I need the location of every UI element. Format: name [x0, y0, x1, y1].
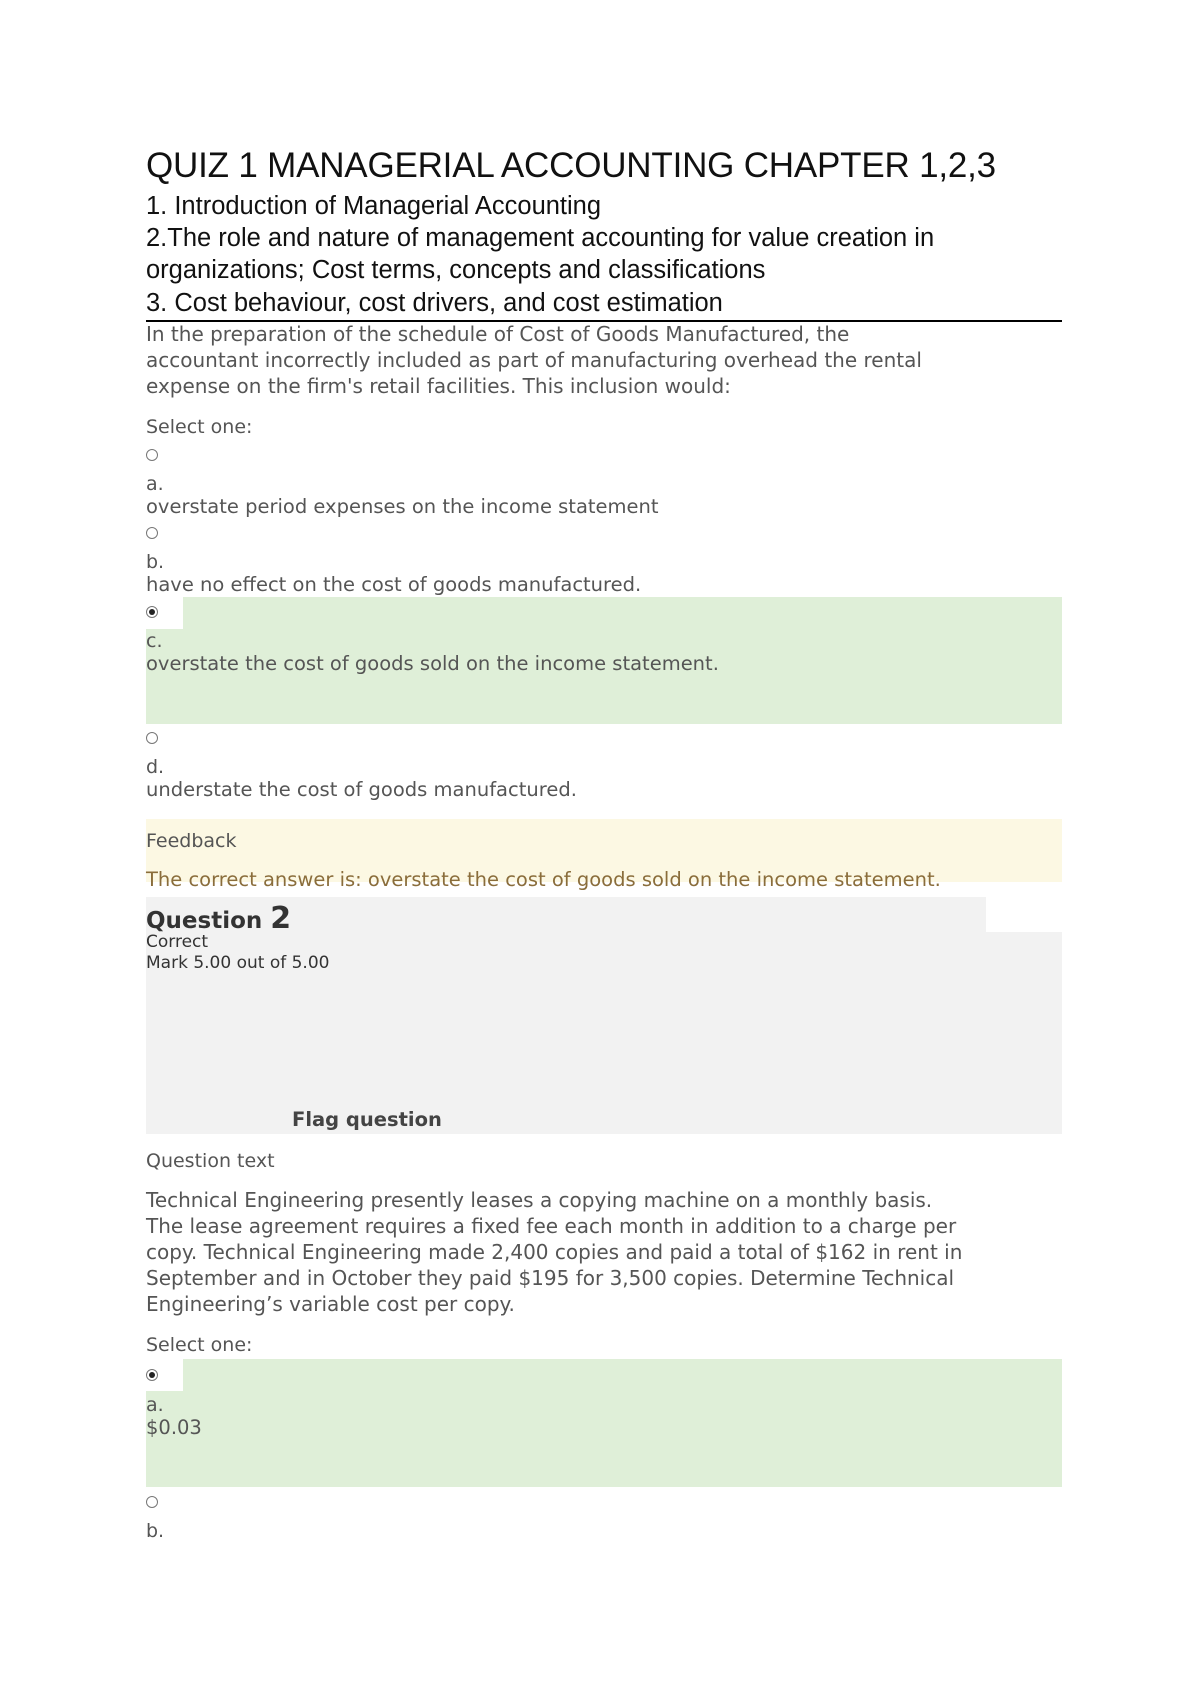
select-one-label: Select one:	[146, 416, 253, 438]
question-2-mark: Mark 5.00 out of 5.00	[146, 953, 330, 973]
question-2-text-line: Technical Engineering presently leases a copying machine on a monthly basis.	[146, 1188, 933, 1212]
question-2-status: Correct	[146, 932, 209, 952]
flag-question-button[interactable]: Flag question	[292, 1108, 442, 1131]
option-b-letter: b.	[146, 551, 165, 573]
question-1-text-line: In the preparation of the schedule of Cost of Goods Manufactured, the	[146, 322, 850, 346]
topic-2-line-2: organizations; Cost terms, concepts and classifications	[146, 256, 766, 284]
option-c-radio[interactable]	[146, 606, 158, 618]
select-one-label-2: Select one:	[146, 1334, 253, 1356]
option-a-letter: a.	[146, 473, 164, 495]
question-2-text-line: Engineering’s variable cost per copy.	[146, 1292, 515, 1316]
q2-option-a-letter: a.	[146, 1394, 164, 1416]
option-b-radio[interactable]	[146, 527, 158, 539]
q2-option-a-radio[interactable]	[146, 1369, 158, 1381]
question-1-text-line: accountant incorrectly included as part of manufacturing overhead the rental	[146, 348, 922, 372]
feedback-box	[146, 819, 1062, 891]
option-c-text[interactable]: overstate the cost of goods sold on the income statement.	[146, 652, 719, 675]
info-notch	[986, 897, 1062, 932]
question-label: Question	[146, 908, 263, 934]
option-d-letter: d.	[146, 756, 165, 778]
question-2-text-line: September and in October they paid $195 for 3,500 copies. Determine Technical	[146, 1266, 955, 1290]
question-1-text-line: expense on the firm's retail facilities. This inclusion would:	[146, 374, 731, 398]
question-number: 2	[270, 901, 292, 936]
question-1-text	[146, 321, 1062, 399]
question-text-label: Question text	[146, 1150, 275, 1172]
q2-option-b-radio[interactable]	[146, 1496, 158, 1508]
feedback-title: Feedback	[146, 830, 237, 852]
option-c-letter: c.	[146, 630, 163, 652]
option-d-radio[interactable]	[146, 732, 158, 744]
option-a-radio[interactable]	[146, 449, 158, 461]
quiz-title: QUIZ 1 MANAGERIAL ACCOUNTING CHAPTER 1,2,3	[146, 146, 996, 185]
option-b-text[interactable]: have no effect on the cost of goods manufactured.	[146, 573, 642, 596]
q2-option-a-correct-box	[146, 1359, 1062, 1487]
topic-1: 1. Introduction of Managerial Accounting	[146, 192, 602, 220]
question-2-heading	[146, 901, 291, 936]
question-2-text-line: copy. Technical Engineering made 2,400 copies and paid a total of $162 in rent in	[146, 1240, 963, 1264]
topic-2-line-1: 2.The role and nature of management accounting for value creation in	[146, 224, 935, 252]
question-2-text	[146, 1187, 1062, 1317]
topic-3: 3. Cost behaviour, cost drivers, and cost estimation	[146, 289, 723, 317]
option-a-text[interactable]: overstate period expenses on the income statement	[146, 495, 659, 518]
option-d-text[interactable]: understate the cost of goods manufactured.	[146, 778, 577, 801]
q2-option-b-letter: b.	[146, 1520, 165, 1542]
question-2-info	[146, 897, 1062, 1134]
q2-option-a-text[interactable]: $0.03	[146, 1416, 202, 1439]
question-2-text-line: The lease agreement requires a fixed fee each month in addition to a charge per	[146, 1214, 957, 1238]
feedback-text: The correct answer is: overstate the cost of goods sold on the income statement.	[146, 868, 941, 891]
option-c-correct-box	[146, 597, 1062, 724]
